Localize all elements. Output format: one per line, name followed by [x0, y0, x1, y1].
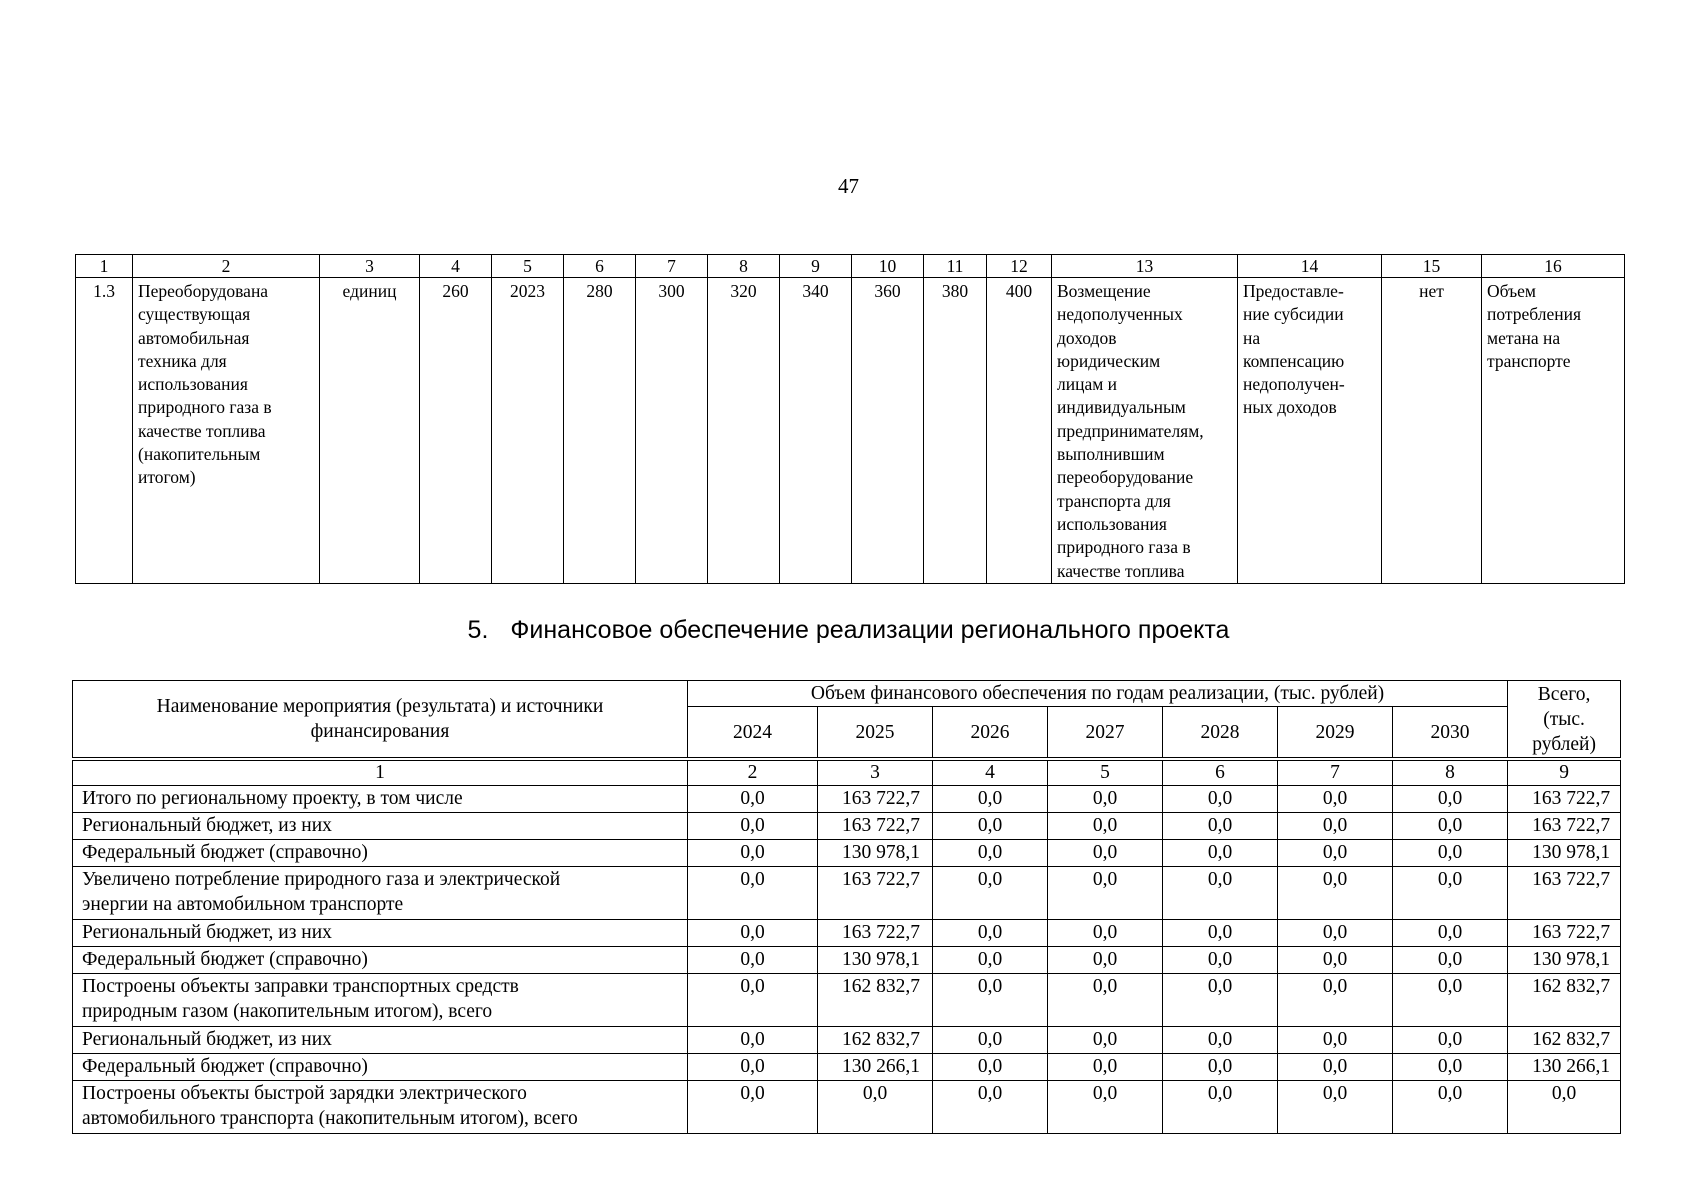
text-line: на: [1243, 327, 1261, 348]
column-number: 2: [133, 255, 320, 278]
year-value-cell: 0,0: [1278, 1081, 1393, 1134]
year-value-cell: 0,0: [933, 813, 1048, 840]
year-header: 2028: [1163, 707, 1278, 758]
year-value-cell: 130 978,1: [818, 840, 933, 867]
text-line: (тыс.: [1543, 708, 1585, 730]
year-value-cell: 0,0: [933, 786, 1048, 813]
total-header: [1508, 681, 1621, 758]
year-value-cell: 0,0: [1393, 867, 1508, 920]
value-cell: 280: [564, 278, 636, 584]
total-value-cell: 162 832,7: [1508, 974, 1621, 1027]
row-name: [73, 947, 688, 974]
table-row: [73, 813, 1621, 840]
table-row: [73, 1081, 1621, 1134]
column-number: 2: [688, 761, 818, 786]
name-header: [73, 681, 688, 758]
year-value-cell: 0,0: [1278, 1027, 1393, 1054]
column-number: 3: [818, 761, 933, 786]
result-name: [133, 278, 320, 584]
column-number: 8: [708, 255, 780, 278]
year-value-cell: 163 722,7: [818, 813, 933, 840]
year-value-cell: 0,0: [933, 867, 1048, 920]
text-line: природного газа в: [1057, 537, 1191, 558]
text-line: Федеральный бюджет (справочно): [82, 1056, 368, 1077]
year-value-cell: 0,0: [933, 1054, 1048, 1081]
year-value-cell: 0,0: [1048, 920, 1163, 947]
text-line: рублей): [1532, 733, 1596, 755]
text-line: природным газом (накопительным итогом), всего: [82, 1001, 493, 1022]
text-line: транспорта для: [1057, 490, 1171, 511]
year-value-cell: 0,0: [933, 1081, 1048, 1134]
year-value-cell: 0,0: [1278, 1054, 1393, 1081]
year-value-cell: 163 722,7: [818, 920, 933, 947]
column-number: 5: [1048, 761, 1163, 786]
year-value-cell: 0,0: [688, 840, 818, 867]
year-value-cell: 0,0: [1393, 1081, 1508, 1134]
total-value-cell: 163 722,7: [1508, 920, 1621, 947]
year-value-cell: 0,0: [933, 1027, 1048, 1054]
value-cell: 380: [924, 278, 987, 584]
column-number: 4: [933, 761, 1048, 786]
volume-header: Объем финансового обеспечения по годам реализации, (тыс. рублей): [688, 681, 1508, 707]
year-value-cell: 0,0: [1163, 974, 1278, 1027]
column-number-row: [76, 255, 1625, 278]
section-number: 5.: [467, 616, 489, 644]
row-name: [73, 840, 688, 867]
year-value-cell: 0,0: [933, 947, 1048, 974]
text-line: энергии на автомобильном транспорте: [82, 894, 404, 915]
year-header: 2024: [688, 707, 818, 758]
page-number: 47: [838, 174, 859, 198]
total-value-cell: 163 722,7: [1508, 786, 1621, 813]
finance-table: [72, 680, 1621, 1134]
year-header: 2029: [1278, 707, 1393, 758]
text-line: финансирования: [310, 721, 450, 742]
year-value-cell: 0,0: [688, 867, 818, 920]
year-value-cell: 0,0: [1278, 867, 1393, 920]
column-number: 13: [1052, 255, 1238, 278]
year-value-cell: 0,0: [1048, 947, 1163, 974]
text-line: потребления: [1487, 304, 1582, 325]
column-number: 8: [1393, 761, 1508, 786]
text-line: итогом): [138, 467, 196, 488]
text-line: Объем: [1487, 281, 1536, 301]
year-value-cell: 0,0: [1163, 867, 1278, 920]
row-name: [73, 920, 688, 947]
year-value-cell: 0,0: [1393, 920, 1508, 947]
total-value-cell: 163 722,7: [1508, 867, 1621, 920]
year-value-cell: 130 978,1: [818, 947, 933, 974]
text-line: недополученных: [1057, 304, 1183, 325]
text-line: Наименование мероприятия (результата) и источники: [156, 696, 604, 717]
year-value-cell: 0,0: [688, 920, 818, 947]
header-row: [73, 681, 1621, 707]
row-name: [73, 1081, 688, 1134]
column-number: 1: [73, 761, 688, 786]
note-cell: [1482, 278, 1625, 584]
text-line: Увеличено потребление природного газа и электрической: [82, 869, 561, 890]
text-line: выполнившим: [1057, 444, 1165, 465]
total-value-cell: 163 722,7: [1508, 813, 1621, 840]
text-line: Построены объекты быстрой зарядки электрического: [82, 1083, 527, 1104]
column-number: 7: [1278, 761, 1393, 786]
row-number: 1.3: [76, 278, 133, 584]
year-value-cell: 0,0: [1393, 786, 1508, 813]
year-value-cell: 0,0: [933, 974, 1048, 1027]
year-value-cell: 162 832,7: [818, 1027, 933, 1054]
column-number: 11: [924, 255, 987, 278]
year-value-cell: 0,0: [1278, 786, 1393, 813]
year-value-cell: 163 722,7: [818, 867, 933, 920]
year-value-cell: 0,0: [1278, 813, 1393, 840]
column-number-row: [73, 761, 1621, 786]
year-value-cell: 0,0: [1048, 974, 1163, 1027]
year-value-cell: 130 266,1: [818, 1054, 933, 1081]
year-value-cell: 0,0: [1163, 1027, 1278, 1054]
year-value-cell: 0,0: [688, 813, 818, 840]
year-header: 2026: [933, 707, 1048, 758]
text-line: использования: [1057, 513, 1167, 534]
unit-cell: единиц: [320, 278, 420, 584]
base-year-cell: 2023: [492, 278, 564, 584]
column-number: 14: [1238, 255, 1382, 278]
text-line: лицам и: [1057, 374, 1118, 395]
year-header: 2027: [1048, 707, 1163, 758]
year-value-cell: 163 722,7: [818, 786, 933, 813]
year-header: 2030: [1393, 707, 1508, 758]
text-line: Всего,: [1537, 683, 1591, 705]
text-line: Возмещение: [1057, 281, 1151, 301]
mechanism-cell: [1238, 278, 1382, 584]
column-number: 15: [1382, 255, 1482, 278]
column-number: 9: [780, 255, 852, 278]
year-value-cell: 0,0: [1163, 920, 1278, 947]
year-value-cell: 0,0: [1393, 813, 1508, 840]
column-number: 1: [76, 255, 133, 278]
row-name: [73, 1054, 688, 1081]
text-line: транспорте: [1487, 350, 1571, 371]
year-value-cell: 0,0: [1393, 1027, 1508, 1054]
table-row: [73, 1027, 1621, 1054]
year-value-cell: 0,0: [688, 1081, 818, 1134]
row-name: [73, 974, 688, 1027]
text-line: качестве топлива: [1057, 560, 1185, 581]
text-line: автомобильная: [138, 327, 250, 348]
text-line: недополучен-: [1243, 374, 1345, 395]
year-value-cell: 0,0: [688, 786, 818, 813]
year-value-cell: 0,0: [688, 1054, 818, 1081]
year-value-cell: 0,0: [1278, 920, 1393, 947]
column-number: 9: [1508, 761, 1621, 786]
text-line: доходов: [1057, 327, 1117, 348]
text-line: Федеральный бюджет (справочно): [82, 842, 368, 863]
year-value-cell: 0,0: [1163, 1054, 1278, 1081]
year-value-cell: 0,0: [1048, 786, 1163, 813]
row-name: [73, 786, 688, 813]
flag-cell: нет: [1382, 278, 1482, 584]
value-cell: 360: [852, 278, 924, 584]
text-line: юридическим: [1057, 350, 1161, 371]
year-value-cell: 0,0: [1393, 947, 1508, 974]
year-value-cell: 0,0: [1163, 947, 1278, 974]
row-name: [73, 1027, 688, 1054]
year-value-cell: 0,0: [688, 1027, 818, 1054]
year-value-cell: 0,0: [1393, 1054, 1508, 1081]
text-line: Региональный бюджет, из них: [82, 1029, 332, 1050]
text-line: существующая: [138, 304, 251, 325]
year-value-cell: 0,0: [1163, 786, 1278, 813]
year-value-cell: 0,0: [933, 920, 1048, 947]
text-line: метана на: [1487, 327, 1561, 348]
total-value-cell: 130 978,1: [1508, 947, 1621, 974]
text-line: Федеральный бюджет (справочно): [82, 949, 368, 970]
text-line: переоборудование: [1057, 467, 1194, 488]
text-line: использования: [138, 374, 248, 395]
year-value-cell: 0,0: [1278, 947, 1393, 974]
text-line: качестве топлива: [138, 420, 266, 441]
total-value-cell: 0,0: [1508, 1081, 1621, 1134]
year-value-cell: 0,0: [1163, 1081, 1278, 1134]
year-value-cell: 0,0: [1163, 840, 1278, 867]
year-value-cell: 0,0: [1278, 974, 1393, 1027]
value-cell: 300: [636, 278, 708, 584]
table-row: [73, 867, 1621, 920]
year-header: 2025: [818, 707, 933, 758]
text-line: автомобильного транспорта (накопительным итогом), всего: [82, 1108, 578, 1129]
year-value-cell: 0,0: [688, 974, 818, 1027]
column-number: 7: [636, 255, 708, 278]
text-line: Построены объекты заправки транспортных средств: [82, 976, 519, 997]
row-name: [73, 867, 688, 920]
indicator-table: [75, 254, 1625, 584]
text-line: Итого по региональному проекту, в том числе: [82, 788, 463, 809]
column-number: 6: [564, 255, 636, 278]
text-line: предпринимателям,: [1057, 420, 1204, 441]
column-number: 16: [1482, 255, 1625, 278]
year-value-cell: 162 832,7: [818, 974, 933, 1027]
text-line: индивидуальным: [1057, 397, 1186, 418]
year-value-cell: 0,0: [1048, 1027, 1163, 1054]
table-row: [73, 840, 1621, 867]
section-heading: [0, 616, 1697, 645]
table-row: [73, 947, 1621, 974]
year-value-cell: 0,0: [1048, 840, 1163, 867]
year-value-cell: 0,0: [1048, 813, 1163, 840]
text-line: ных доходов: [1243, 397, 1337, 418]
year-value-cell: 0,0: [1048, 1054, 1163, 1081]
column-number: 3: [320, 255, 420, 278]
text-line: техника для: [138, 350, 227, 371]
result-type-cell: [1052, 278, 1238, 584]
row-name: [73, 813, 688, 840]
year-value-cell: 0,0: [933, 840, 1048, 867]
value-cell: 320: [708, 278, 780, 584]
value-cell: 400: [987, 278, 1052, 584]
text-line: Переоборудована: [138, 281, 269, 301]
text-line: ние субсидии: [1243, 304, 1344, 325]
year-value-cell: 0,0: [1278, 840, 1393, 867]
text-line: Предоставле-: [1243, 281, 1344, 301]
section-title: Финансовое обеспечение реализации регионального проекта: [510, 616, 1230, 644]
year-value-cell: 0,0: [1393, 840, 1508, 867]
table-row: [73, 1054, 1621, 1081]
column-number: 6: [1163, 761, 1278, 786]
total-value-cell: 130 978,1: [1508, 840, 1621, 867]
column-number: 5: [492, 255, 564, 278]
year-value-cell: 0,0: [1048, 867, 1163, 920]
column-number: 4: [420, 255, 492, 278]
text-line: (накопительным: [138, 444, 261, 465]
year-value-cell: 0,0: [1163, 813, 1278, 840]
column-number: 12: [987, 255, 1052, 278]
table-row: [73, 920, 1621, 947]
column-number: 10: [852, 255, 924, 278]
total-value-cell: 130 266,1: [1508, 1054, 1621, 1081]
text-line: Региональный бюджет, из них: [82, 815, 332, 836]
year-value-cell: 0,0: [1393, 974, 1508, 1027]
total-value-cell: 162 832,7: [1508, 1027, 1621, 1054]
year-value-cell: 0,0: [688, 947, 818, 974]
base-value-cell: 260: [420, 278, 492, 584]
value-cell: 340: [780, 278, 852, 584]
text-line: природного газа в: [138, 397, 272, 418]
year-value-cell: 0,0: [1048, 1081, 1163, 1134]
table-row: [76, 278, 1625, 584]
text-line: компенсацию: [1243, 350, 1345, 371]
table-row: [73, 974, 1621, 1027]
year-value-cell: 0,0: [818, 1081, 933, 1134]
table-row: [73, 786, 1621, 813]
text-line: Региональный бюджет, из них: [82, 922, 332, 943]
